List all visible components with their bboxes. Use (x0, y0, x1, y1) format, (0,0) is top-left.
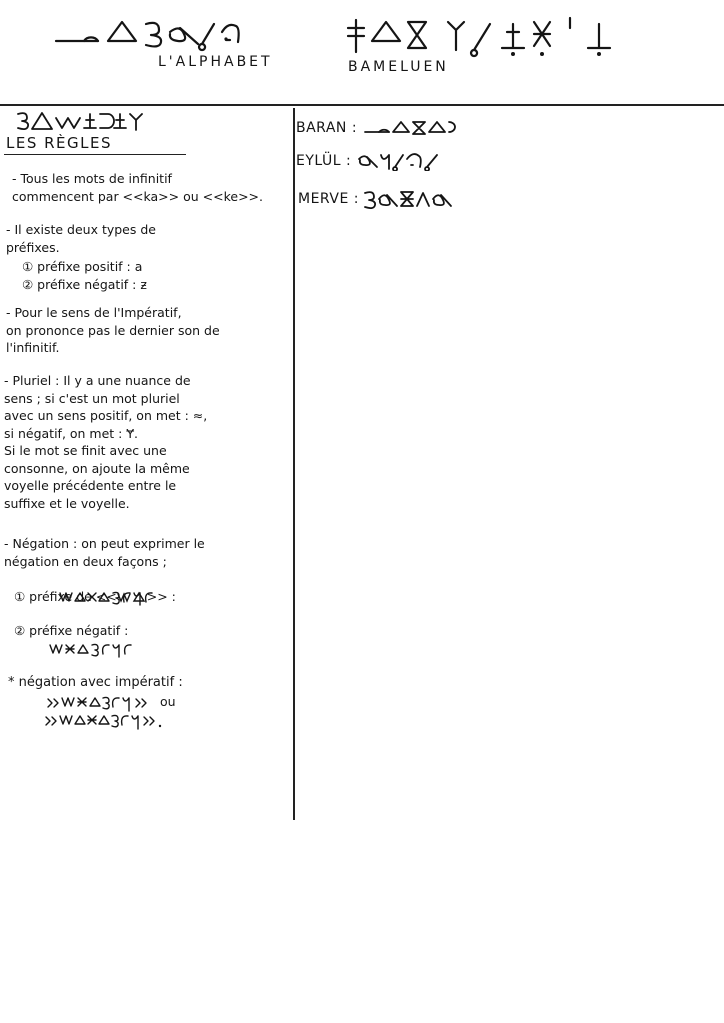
top-horizontal-rule (0, 104, 724, 106)
rules-heading: LES RÈGLES (6, 134, 113, 152)
rules-heading-script (16, 108, 156, 134)
rule-plural: - Pluriel : Il y a une nuance de sens ; si c'est un mot pluriel avec un sens positif, on met : ≈, si négatif, on met : Ɏ. Si le mot se finit avec une consonne, on ajoute la même voyelle précédente entre le suffixe et le voyelle. (4, 373, 208, 511)
column-divider (293, 108, 295, 820)
rule-prefix-types: - Il existe deux types de préfixes. (6, 222, 156, 255)
rule-negation: - Négation : on peut exprimer le négation en deux façons ; (4, 536, 205, 569)
name-row-eylul (296, 151, 445, 171)
rules-heading-glyphs (16, 108, 156, 134)
negation-option-2: ② préfixe négatif : (14, 623, 129, 638)
rules-heading-underline (4, 154, 186, 155)
negation-imperative: * négation avec impératif : (8, 675, 183, 690)
title-script-glyphs (50, 10, 630, 60)
title-script (50, 10, 630, 60)
subtitle-bameluen: BAMELUEN (348, 59, 449, 75)
negation-example-2-glyphs (48, 640, 138, 658)
prefix-positive: ① préfixe positif : a (22, 259, 143, 274)
subtitle-alphabet: L'ALPHABET (158, 54, 273, 70)
negation-imperative-example-2-glyphs (44, 710, 168, 730)
rule-imperative: - Pour le sens de l'Impératif, on prononce pas le dernier son de l'infinitif. (6, 305, 220, 355)
name-row-merve (298, 189, 455, 209)
name-label-merve: MERVE : (298, 191, 359, 207)
negation-imperative-example-1-glyphs (46, 692, 158, 712)
rule-infinitive: - Tous les mots de infinitif commencent par <<ka>> ou <<ke>>. (12, 171, 263, 204)
name-row-baran (296, 118, 459, 138)
name-script-baran (363, 118, 459, 138)
negation-example-2 (48, 640, 138, 662)
name-label-eylul: EYLÜL : (296, 153, 352, 169)
negation-imperative-or: ou (160, 694, 176, 709)
name-script-merve (363, 189, 455, 209)
negation-option-1: ① préfixe de << >> : (14, 588, 176, 604)
prefix-negative: ② préfixe négatif : ƶ (22, 277, 147, 292)
negation-option-1-label: ① préfixe de << (14, 588, 117, 604)
negation-example-1-glyphs (58, 588, 158, 606)
negation-example-1 (58, 588, 158, 610)
negation-imperative-example-2 (44, 710, 168, 734)
name-script-eylul (357, 151, 445, 171)
name-label-baran: BARAN : (296, 120, 358, 136)
